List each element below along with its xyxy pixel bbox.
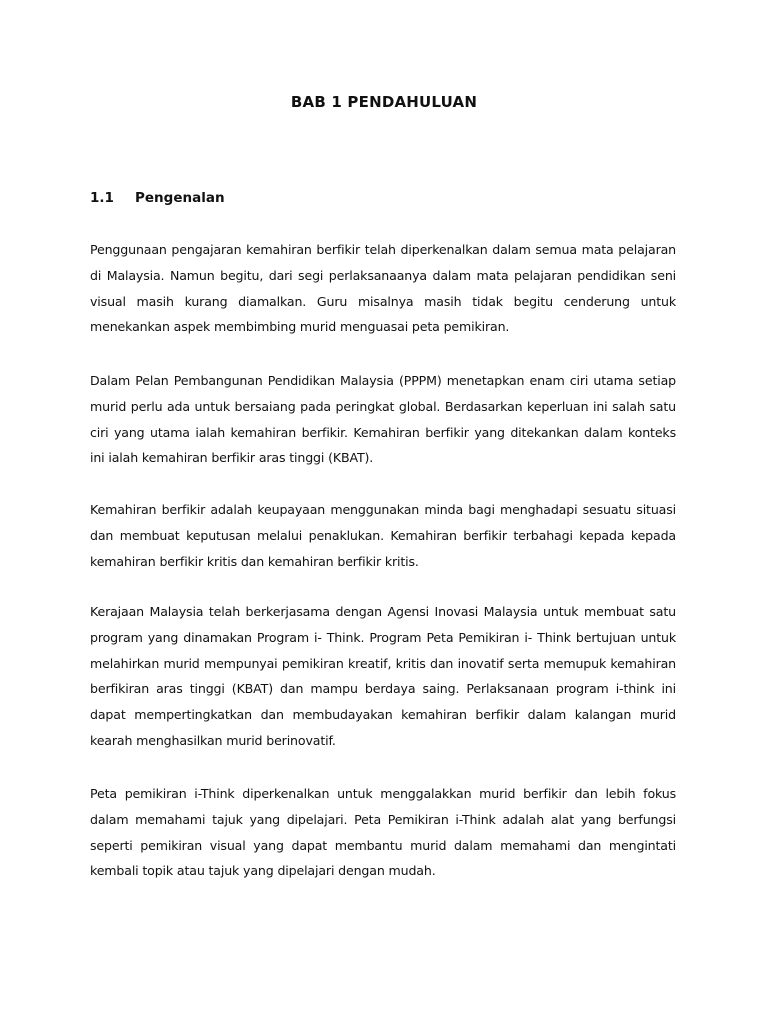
paragraph-4: Kerajaan Malaysia telah berkerjasama dengan Agensi Inovasi Malaysia untuk membuat satu program yang dinamakan Program i- Think. Program Peta Pemikiran i- Think bertujuan untuk melahirkan murid mempunyai pemikiran kreatif, kritis dan inovatif serta memupuk kemahiran berfikiran aras tinggi (KBAT) dan mampu berdaya saing. Perlaksanaan program i-think ini dapat mempertingkatkan dan membudayakan kemahiran berfikir dalam kalangan murid kearah menghasilkan murid berinovatif. (90, 604, 676, 748)
chapter-title: BAB 1 PENDAHULUAN (290, 93, 478, 111)
paragraph-5: Peta pemikiran i-Think diperkenalkan untuk menggalakkan murid berfikir dan lebih fokus dalam memahami tajuk yang dipelajari. Peta Pemikiran i-Think adalah alat yang berfungsi seperti pemikiran visual yang dapat membantu murid dalam memahami dan mengintati kembali topik atau tajuk yang dipelajari dengan mudah. (90, 786, 676, 879)
section-title: Pengenalan (135, 190, 225, 206)
section-heading (90, 190, 225, 206)
section-number: 1.1 (90, 190, 114, 206)
paragraph-3: Kemahiran berfikir adalah keupayaan menggunakan minda bagi menghadapi sesuatu situasi dan membuat keputusan melalui penaklukan. Kemahiran berfikir terbahagi kepada kepada kemahiran berfikir kritis dan kemahiran berfikir kritis. (90, 502, 676, 569)
paragraph-1: Penggunaan pengajaran kemahiran berfikir telah diperkenalkan dalam semua mata pelajaran di Malaysia. Namun begitu, dari segi perlaksanaanya dalam mata pelajaran pendidikan seni visual masih kurang diamalkan. Guru misalnya masih tidak begitu cenderung untuk menekankan aspek membimbing murid menguasai peta pemikiran. (90, 242, 676, 335)
paragraph-2: Dalam Pelan Pembangunan Pendidikan Malaysia (PPPM) menetapkan enam ciri utama setiap murid perlu ada untuk bersaiang pada peringkat global. Berdasarkan keperluan ini salah satu ciri yang utama ialah kemahiran berfikir. Kemahiran berfikir yang ditekankan dalam konteks ini ialah kemahiran berfikir aras tinggi (KBAT). (90, 373, 676, 466)
